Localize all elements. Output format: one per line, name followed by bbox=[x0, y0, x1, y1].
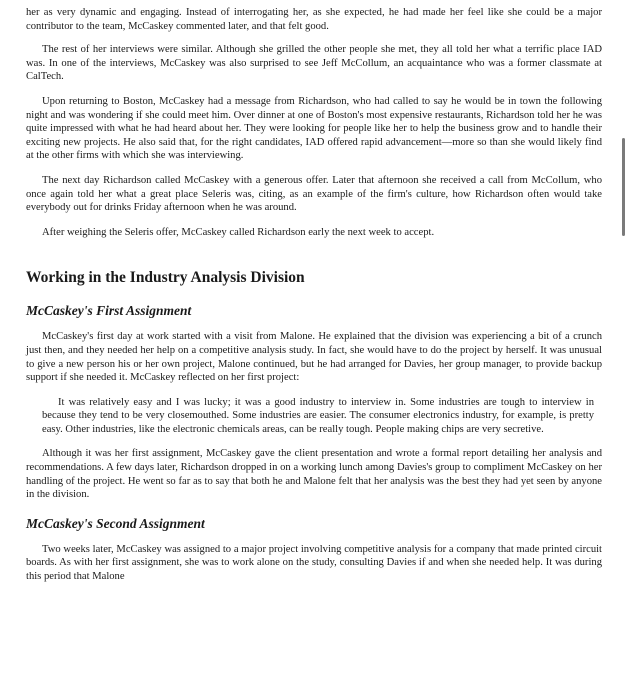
paragraph-continuation: her as very dynamic and engaging. Instead of interrogating her, as she expected, he had made her feel like she could be a major contributor to the team, McCaskey commented later, and that felt good. bbox=[26, 7, 602, 32]
paragraph-interviews: The rest of her interviews were similar. Although she grilled the other people she met, they all told her what a terrific place IAD was. In one of the interviews, McCaskey was also surprised to see Jeff McCollum, an acquaintance who was a former classmate at CalTech. bbox=[26, 44, 602, 83]
paragraph-offer: The next day Richardson called McCaskey with a generous offer. Later that afternoon she received a call from McCollum, who once again told her what a great place Seleris was, citing, as an example of the firm's culture, how Richardson often would take everybody out for drinks Friday afternoon when he was around. bbox=[26, 174, 602, 214]
paragraph-accept: After weighing the Seleris offer, McCaskey called Richardson early the next week to accept. bbox=[42, 226, 435, 238]
first-assignment-paragraph-2: Although it was her first assignment, McCaskey gave the client presentation and wrote a formal report detailing her analysis and recommendations. A few days later, Richardson dropped in on a working lunch among Davies's group to compliment McCaskey on her handling of the project. He went so far as to say that both he and Malone felt that her analysis was the best they had yet seen by anyone in the division. bbox=[26, 448, 602, 501]
paragraph-boston-dinner: Upon returning to Boston, McCaskey had a message from Richardson, who had called to say he would be in town the following night and was wondering if she could meet him. Over dinner at one of Boston's most expensive restaurants, Richardson told her he was quite impressed with what he had heard about her. They were looking for people like her to help the business grow and to handle their exciting new projects. He also said that, for the right candidates, IAD offered rapid advancement—more so than she would likely find at the other firms with which she was interviewing. bbox=[26, 95, 602, 162]
vertical-scrollbar[interactable] bbox=[622, 138, 625, 236]
second-assignment-paragraph-1: Two weeks later, McCaskey was assigned to a major project involving competitive analysis for a company that made printed circuit boards. As with her first assignment, she was to work alone on the study, consulting Davies if and when she needed help. It was during this period that Malone bbox=[26, 543, 602, 583]
first-assignment-paragraph-1: McCaskey's first day at work started with a visit from Malone. He explained that the division was experiencing a bit of a crunch just then, and they needed her help on a competitive analysis study. In fact, she would have to do the project by herself. It was unusual to give a new person his or her own project, Malone continued, but he had arranged for Davies, her group manager, to provide backup support if she needed it. McCaskey reflected on her first project: bbox=[26, 331, 602, 384]
first-assignment-quote: It was relatively easy and I was lucky; it was a good industry to interview in. Some industries are tough to interview in because they tend to be very closemouthed. Some industries are easier. The consumer electronics industry, for example, is pretty easy. Other industries, like the electronic chemicals areas, can be really tough. People making chips are very secretive. bbox=[42, 396, 594, 435]
section-heading: Working in the Industry Analysis Division bbox=[26, 269, 305, 287]
second-assignment-heading: McCaskey's Second Assignment bbox=[26, 515, 205, 531]
document-page bbox=[26, 6, 602, 595]
first-assignment-heading: McCaskey's First Assignment bbox=[26, 303, 192, 319]
